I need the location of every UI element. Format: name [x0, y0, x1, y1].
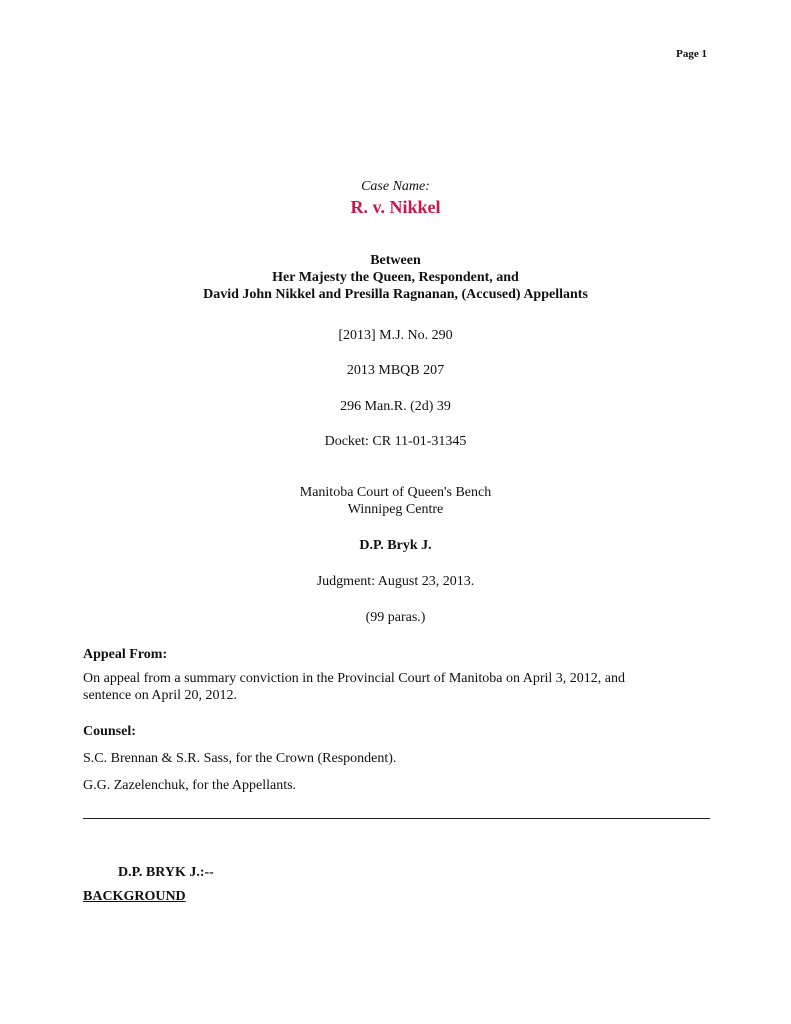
citation-manr: 296 Man.R. (2d) 39: [340, 399, 451, 414]
judge-name: D.P. Bryk J.: [359, 538, 432, 553]
parties-block: [0, 252, 791, 303]
citation-mbqb: 2013 MBQB 207: [346, 363, 445, 378]
parties-appellants: David John Nikkel and Presilla Ragnanan, (Accused) Appellants: [203, 287, 588, 302]
counsel-heading: Counsel:: [83, 724, 136, 739]
docket-number: Docket: CR 11-01-31345: [324, 434, 467, 449]
case-title: R. v. Nikkel: [350, 197, 441, 217]
page-number: Page 1: [676, 48, 707, 60]
paragraph-count: (99 paras.): [365, 610, 426, 625]
section-divider: [83, 818, 710, 819]
case-name-label: Case Name:: [361, 179, 430, 194]
court-name: Manitoba Court of Queen's Bench: [299, 485, 492, 500]
appeal-from-heading: Appeal From:: [83, 647, 168, 662]
court-block: [0, 484, 791, 518]
parties-between: Between: [370, 253, 421, 268]
appeal-from-line-1: On appeal from a summary conviction in the Provincial Court of Manitoba on April 3, 2012, and: [83, 671, 626, 686]
parties-respondent: Her Majesty the Queen, Respondent, and: [272, 270, 519, 285]
section-heading-background: BACKGROUND: [83, 889, 186, 904]
citation-mj: [2013] M.J. No. 290: [338, 328, 453, 343]
judge-intro: D.P. BRYK J.:--: [118, 865, 214, 880]
judgment-date: Judgment: August 23, 2013.: [316, 574, 475, 589]
appeal-from-text: [83, 670, 713, 704]
court-centre: Winnipeg Centre: [347, 502, 444, 517]
counsel-appellants: G.G. Zazelenchuk, for the Appellants.: [83, 778, 297, 793]
appeal-from-line-2: sentence on April 20, 2012.: [83, 688, 237, 703]
counsel-crown: S.C. Brennan & S.R. Sass, for the Crown (Respondent).: [83, 751, 397, 766]
